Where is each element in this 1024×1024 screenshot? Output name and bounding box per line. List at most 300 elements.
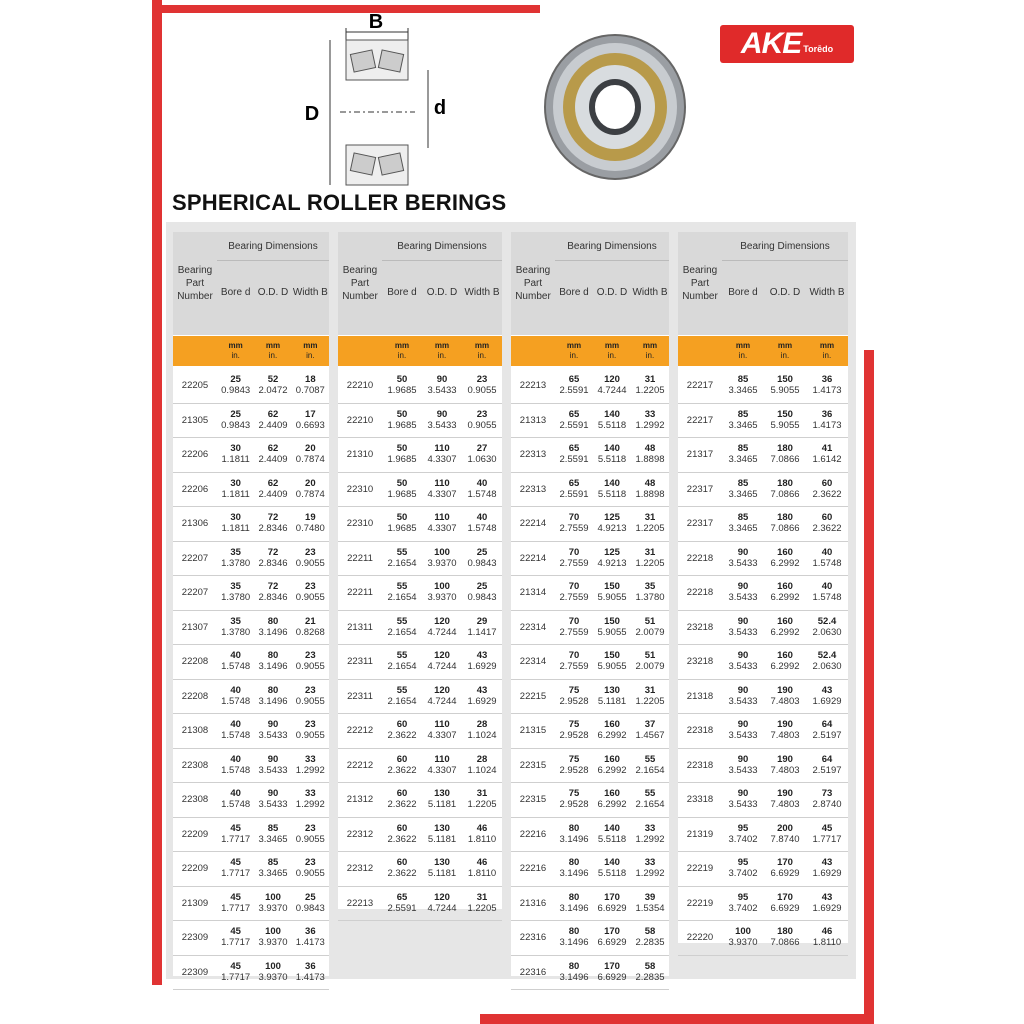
value-mm: 65 <box>396 891 408 903</box>
dimension-cell <box>254 818 291 852</box>
dimension-cell <box>555 921 593 955</box>
dimension-cell <box>382 714 422 748</box>
value-mm: 23 <box>305 581 316 592</box>
value-mm: 130 <box>434 822 450 834</box>
value-in: 4.3307 <box>427 488 457 500</box>
od-header: O.D. D <box>769 287 801 298</box>
value-mm: 170 <box>604 926 620 937</box>
value-mm: 85 <box>737 374 749 385</box>
value-in: 2.7559 <box>559 523 589 534</box>
dimension-cell <box>555 680 593 714</box>
table-row <box>511 438 669 473</box>
value-in: 1.2205 <box>467 902 497 914</box>
dimension-cell <box>806 887 848 921</box>
table-row <box>173 714 329 749</box>
dimension-cell <box>292 542 329 576</box>
value-in: 1.8898 <box>635 488 665 500</box>
value-mm: 140 <box>604 822 620 834</box>
value-mm: 90 <box>737 684 749 696</box>
value-mm: 30 <box>230 477 241 489</box>
value-mm: 140 <box>604 857 620 868</box>
value-in: 1.5748 <box>221 695 251 707</box>
value-mm: 75 <box>568 684 580 696</box>
value-mm: 31 <box>644 374 656 385</box>
units-row <box>338 336 502 366</box>
part-number: 22218 <box>686 587 714 599</box>
value-in: 1.8110 <box>467 868 497 879</box>
value-in: 0.7874 <box>295 488 325 500</box>
value-mm: 160 <box>777 650 793 661</box>
value-in: 5.5118 <box>597 833 627 845</box>
value-in: 5.1181 <box>427 868 457 879</box>
dimension-cell <box>462 438 502 472</box>
value-in: 1.5748 <box>812 557 842 569</box>
dimension-cell <box>292 714 329 748</box>
dimension-cell <box>764 852 806 886</box>
dimension-cell <box>593 404 631 438</box>
dimension-cell <box>764 749 806 783</box>
table-row <box>678 404 848 439</box>
part-number: 22211 <box>347 552 373 564</box>
dimension-cell <box>631 576 669 610</box>
bore-header: Bore d <box>387 287 417 298</box>
dimension-cell <box>555 438 593 472</box>
value-mm: 110 <box>434 512 450 523</box>
value-in: 3.1496 <box>559 833 589 845</box>
value-in: 1.2992 <box>295 764 325 776</box>
dimension-cell <box>217 576 254 610</box>
unit-mm: mm <box>604 341 620 350</box>
dimension-cell <box>254 473 291 507</box>
unit-mm: mm <box>735 341 751 350</box>
table-header <box>511 232 669 335</box>
value-mm: 70 <box>568 650 580 661</box>
dimension-cell <box>555 576 593 610</box>
unit-label <box>382 336 422 366</box>
dimension-cell <box>806 783 848 817</box>
value-in: 1.5748 <box>221 764 251 776</box>
value-in: 1.5748 <box>812 592 842 603</box>
value-mm: 140 <box>604 408 620 420</box>
part-number: 22214 <box>519 552 547 564</box>
bearing-dimension-diagram <box>300 10 450 190</box>
table-row <box>338 783 502 818</box>
dimension-cell <box>631 507 669 541</box>
value-mm: 62 <box>267 408 279 420</box>
dimension-cell <box>806 369 848 403</box>
value-mm: 23 <box>476 408 488 420</box>
value-in: 7.4803 <box>770 799 800 810</box>
value-in: 2.7559 <box>559 592 589 603</box>
unit-in: in. <box>437 351 447 360</box>
value-mm: 48 <box>644 477 656 489</box>
dimension-cell <box>254 887 291 921</box>
value-mm: 120 <box>434 615 450 627</box>
dimension-cell <box>292 611 329 645</box>
value-in: 3.5433 <box>258 730 288 741</box>
value-in: 4.7244 <box>427 695 457 707</box>
part-number: 22316 <box>519 966 547 978</box>
value-in: 1.3780 <box>221 557 251 569</box>
part-number: 22317 <box>686 518 714 530</box>
dimension-cell <box>631 852 669 886</box>
value-mm: 40 <box>821 546 833 558</box>
unit-in: in. <box>477 351 487 360</box>
value-in: 1.5354 <box>635 902 665 914</box>
unit-mm: mm <box>777 341 793 350</box>
value-mm: 160 <box>604 753 620 765</box>
part-number: 22312 <box>346 828 374 840</box>
value-in: 2.3622 <box>812 488 842 500</box>
table-row <box>173 956 329 991</box>
dimension-cell <box>422 714 462 748</box>
bearing-illustration <box>540 32 690 182</box>
table-row <box>338 438 502 473</box>
value-in: 1.0630 <box>467 454 497 465</box>
dimension-cell <box>292 852 329 886</box>
dimension-cell <box>254 956 291 990</box>
value-in: 1.8110 <box>467 833 497 845</box>
value-in: 5.9055 <box>597 626 627 638</box>
value-in: 2.0472 <box>258 385 288 396</box>
part-number: 22205 <box>181 380 209 392</box>
value-mm: 64 <box>821 753 833 765</box>
value-in: 6.2992 <box>770 626 800 638</box>
dimension-cell <box>555 473 593 507</box>
dimension-cell <box>292 507 329 541</box>
dimension-cell <box>217 404 254 438</box>
value-mm: 85 <box>737 443 749 454</box>
diagram-label-d-outer: D <box>304 103 320 125</box>
value-in: 3.5433 <box>728 764 758 776</box>
value-mm: 55 <box>396 615 408 627</box>
value-in: 2.5591 <box>559 419 589 431</box>
dimension-cell <box>462 473 502 507</box>
value-in: 2.9528 <box>559 764 589 776</box>
value-in: 2.3622 <box>387 868 417 879</box>
value-mm: 75 <box>568 753 580 765</box>
dimension-cell <box>292 473 329 507</box>
value-mm: 50 <box>396 443 408 454</box>
table-row <box>678 921 848 956</box>
value-mm: 23 <box>476 374 488 385</box>
value-in: 1.8110 <box>812 937 842 948</box>
table-row <box>173 542 329 577</box>
dimension-cell <box>593 921 631 955</box>
value-mm: 48 <box>644 443 656 454</box>
value-mm: 23 <box>305 822 316 834</box>
dimension-cell <box>806 473 848 507</box>
value-mm: 41 <box>821 443 833 454</box>
table-row <box>511 611 669 646</box>
value-mm: 55 <box>396 650 408 661</box>
table-row <box>678 852 848 887</box>
value-mm: 25 <box>230 374 241 385</box>
dimension-cell <box>422 749 462 783</box>
table-row <box>511 473 669 508</box>
value-in: 1.2205 <box>467 799 497 810</box>
table-row <box>173 576 329 611</box>
value-in: 1.2992 <box>635 833 665 845</box>
table-row <box>173 921 329 956</box>
value-mm: 50 <box>396 374 408 385</box>
value-mm: 110 <box>434 719 450 730</box>
dimension-cell <box>593 749 631 783</box>
dimension-cell <box>722 818 764 852</box>
value-in: 1.4173 <box>295 937 325 948</box>
value-in: 1.7717 <box>221 868 251 879</box>
value-in: 6.2992 <box>597 730 627 741</box>
dimension-cell <box>217 542 254 576</box>
value-in: 2.1654 <box>635 799 665 810</box>
value-in: 1.2992 <box>635 419 665 431</box>
unit-in: in. <box>397 351 407 360</box>
part-number: 23218 <box>686 656 714 668</box>
value-in: 0.9843 <box>467 592 497 603</box>
value-mm: 200 <box>777 822 793 834</box>
value-in: 2.1654 <box>387 557 417 569</box>
dimension-cell <box>422 852 462 886</box>
value-in: 1.5748 <box>221 799 251 810</box>
value-mm: 55 <box>396 581 408 592</box>
dimension-cell <box>722 680 764 714</box>
dimension-cell <box>764 783 806 817</box>
unit-mm: mm <box>642 341 658 350</box>
table-row <box>338 852 502 887</box>
table-row <box>511 680 669 715</box>
value-mm: 60 <box>396 822 408 834</box>
table-row <box>338 680 502 715</box>
table-row <box>511 921 669 956</box>
value-mm: 36 <box>305 960 316 972</box>
value-mm: 55 <box>644 753 656 765</box>
unit-label <box>462 336 502 366</box>
part-number: 22206 <box>181 449 209 461</box>
dimension-cell <box>382 645 422 679</box>
value-mm: 31 <box>644 546 656 558</box>
value-mm: 65 <box>568 408 580 420</box>
table-row <box>173 749 329 784</box>
value-in: 3.9370 <box>258 902 288 914</box>
value-mm: 90 <box>737 788 749 799</box>
bearing-table-3 <box>511 232 669 983</box>
value-in: 3.1496 <box>559 868 589 879</box>
dimension-cell <box>462 887 502 921</box>
dimension-cell <box>593 783 631 817</box>
table-row <box>678 645 848 680</box>
dimension-cell <box>806 921 848 955</box>
value-in: 1.4173 <box>295 971 325 983</box>
dimension-cell <box>555 404 593 438</box>
unit-label <box>722 336 764 366</box>
part-number: 21307 <box>181 621 209 633</box>
value-in: 3.5433 <box>728 626 758 638</box>
dimension-cell <box>217 680 254 714</box>
part-number: 22206 <box>181 483 209 495</box>
od-header: O.D. D <box>596 287 628 298</box>
value-mm: 35 <box>644 581 656 592</box>
value-in: 1.4173 <box>812 385 842 396</box>
value-in: 1.1811 <box>221 454 250 465</box>
dimension-cell <box>217 611 254 645</box>
part-number: 22216 <box>519 863 547 875</box>
od-header: O.D. D <box>257 287 289 298</box>
dimension-cell <box>462 404 502 438</box>
dimension-cell <box>217 749 254 783</box>
part-number: 22207 <box>181 587 209 599</box>
value-in: 1.9685 <box>387 488 417 500</box>
part-number-header: Bearing Part Number <box>177 265 213 302</box>
value-in: 7.0866 <box>770 937 800 948</box>
value-mm: 36 <box>821 374 833 385</box>
table-row <box>511 714 669 749</box>
dimension-cell <box>555 887 593 921</box>
dimension-cell <box>593 611 631 645</box>
dimension-cell <box>292 818 329 852</box>
table-row <box>173 507 329 542</box>
value-in: 0.7480 <box>295 523 325 534</box>
dimension-cell <box>593 576 631 610</box>
value-in: 2.4409 <box>258 488 288 500</box>
red-accent-bar <box>864 350 874 1024</box>
value-in: 2.3622 <box>812 523 842 534</box>
table-row <box>678 507 848 542</box>
table-row <box>338 818 502 853</box>
value-mm: 70 <box>568 581 580 592</box>
table-row <box>511 852 669 887</box>
part-number: 22217 <box>686 380 714 392</box>
part-number: 22220 <box>686 932 714 944</box>
value-mm: 64 <box>821 719 833 730</box>
value-in: 2.3622 <box>387 764 417 776</box>
red-accent-bar <box>152 0 162 985</box>
value-in: 1.5748 <box>467 523 497 534</box>
dimension-cell <box>555 852 593 886</box>
unit-in: in. <box>738 351 748 360</box>
value-mm: 150 <box>777 374 793 385</box>
table-row <box>338 887 502 922</box>
dimension-cell <box>806 680 848 714</box>
dimension-cell <box>722 714 764 748</box>
value-in: 3.3465 <box>728 419 758 431</box>
value-in: 2.0079 <box>635 661 665 672</box>
value-in: 0.9055 <box>295 661 325 672</box>
table-row <box>678 680 848 715</box>
value-mm: 90 <box>737 753 749 765</box>
width-header: Width B <box>632 287 668 298</box>
value-mm: 50 <box>396 512 408 523</box>
value-in: 6.6929 <box>770 868 800 879</box>
unit-label <box>254 336 291 366</box>
table-row <box>678 369 848 404</box>
value-in: 2.5591 <box>559 454 589 465</box>
value-in: 5.9055 <box>770 385 800 396</box>
part-number: 22212 <box>346 725 374 737</box>
value-mm: 20 <box>305 477 316 489</box>
value-in: 3.9370 <box>258 937 288 948</box>
value-in: 1.2992 <box>635 868 665 879</box>
value-in: 1.1024 <box>467 764 497 776</box>
dimension-cell <box>806 714 848 748</box>
unit-mm: mm <box>434 341 450 350</box>
value-mm: 60 <box>821 477 833 489</box>
part-number: 22213 <box>519 380 547 392</box>
value-mm: 40 <box>230 753 241 765</box>
value-in: 2.8346 <box>258 592 288 603</box>
value-mm: 130 <box>604 684 620 696</box>
value-mm: 100 <box>265 891 281 903</box>
dimension-cell <box>806 438 848 472</box>
value-in: 6.6929 <box>770 902 800 914</box>
part-number: 22311 <box>347 656 373 668</box>
value-in: 1.1417 <box>467 626 497 638</box>
dimension-cell <box>722 921 764 955</box>
value-mm: 120 <box>604 374 620 385</box>
dimension-cell <box>593 680 631 714</box>
value-in: 6.2992 <box>770 592 800 603</box>
value-mm: 43 <box>821 684 833 696</box>
dimension-cell <box>217 887 254 921</box>
value-mm: 46 <box>476 822 488 834</box>
value-mm: 95 <box>737 891 749 903</box>
unit-mm: mm <box>819 341 835 350</box>
value-in: 2.8346 <box>258 557 288 569</box>
value-in: 3.5433 <box>427 419 457 431</box>
dimension-cell <box>462 542 502 576</box>
table-row <box>173 611 329 646</box>
value-in: 1.4567 <box>635 730 665 741</box>
value-in: 0.9055 <box>295 833 325 845</box>
bore-header: Bore d <box>220 287 251 298</box>
dimension-cell <box>631 783 669 817</box>
value-mm: 95 <box>737 857 749 868</box>
value-in: 5.5118 <box>597 454 627 465</box>
value-in: 5.5118 <box>597 868 627 879</box>
dimension-cell <box>593 852 631 886</box>
table-row <box>511 887 669 922</box>
value-mm: 110 <box>434 443 450 454</box>
value-in: 7.4803 <box>770 764 800 776</box>
dimension-cell <box>217 438 254 472</box>
value-mm: 85 <box>267 857 279 868</box>
table-row <box>678 438 848 473</box>
part-number: 22310 <box>346 518 374 530</box>
dimension-cell <box>555 611 593 645</box>
part-number: 21310 <box>346 449 374 461</box>
dimension-cell <box>462 852 502 886</box>
value-mm: 80 <box>267 650 279 661</box>
table-row <box>511 369 669 404</box>
dimension-cell <box>722 783 764 817</box>
value-in: 6.2992 <box>597 799 627 810</box>
dimension-cell <box>292 783 329 817</box>
dimension-cell <box>764 680 806 714</box>
part-number: 22313 <box>519 449 547 461</box>
value-mm: 52.4 <box>817 650 837 661</box>
dimension-cell <box>806 404 848 438</box>
value-in: 6.6929 <box>597 902 627 914</box>
table-row <box>511 818 669 853</box>
value-mm: 80 <box>267 684 279 696</box>
dimension-cell <box>722 645 764 679</box>
value-mm: 43 <box>476 650 488 661</box>
dimension-cell <box>806 645 848 679</box>
value-in: 3.5433 <box>728 695 758 707</box>
unit-label <box>555 336 593 366</box>
value-mm: 110 <box>434 753 450 765</box>
value-in: 0.9055 <box>295 592 325 603</box>
value-in: 4.7244 <box>427 626 457 638</box>
